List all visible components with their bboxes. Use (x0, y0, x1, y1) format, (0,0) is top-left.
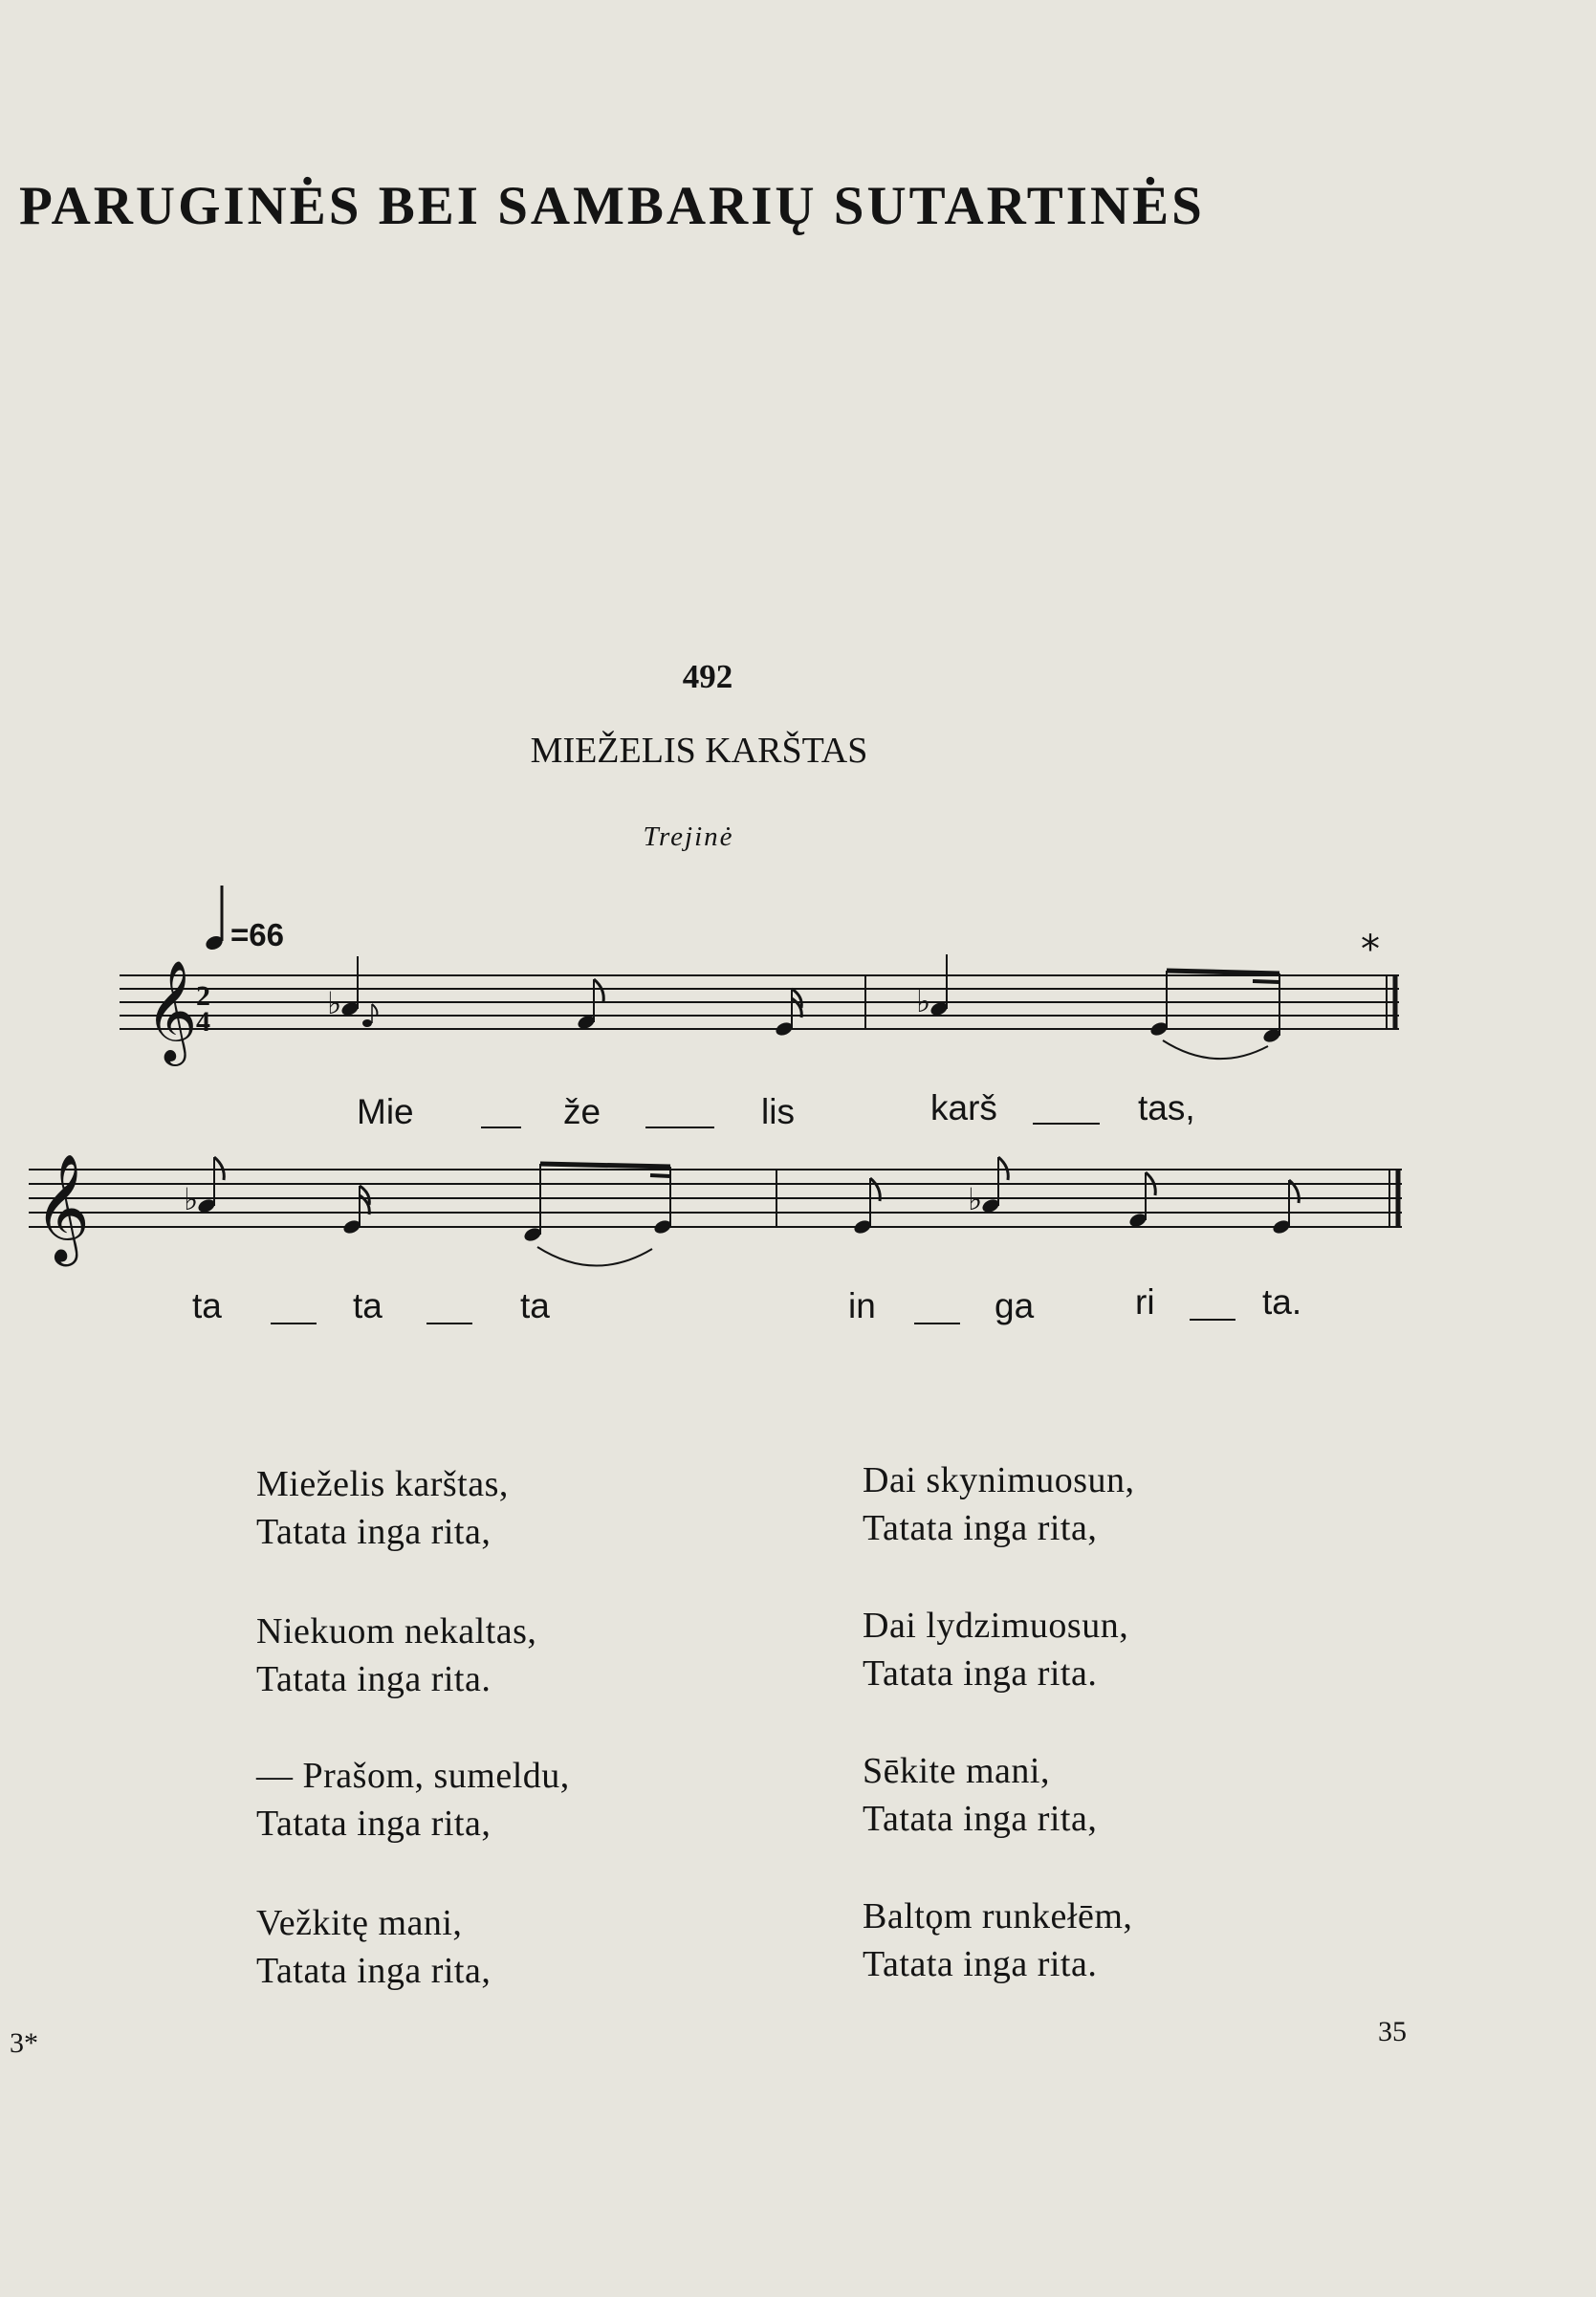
lyric-syllable: tas, (1138, 1088, 1195, 1127)
svg-text:𝄞: 𝄞 (145, 959, 198, 1061)
lyric-dash (271, 1323, 317, 1324)
music-staff-1 (0, 947, 1596, 1090)
end-asterisk: * (1361, 928, 1380, 972)
lyric-syllable: ta (520, 1286, 550, 1325)
lyric-syllable: ta (192, 1286, 222, 1325)
verse-line: Vežkitę mani, (256, 1903, 463, 1943)
song-number: 492 (682, 658, 733, 695)
verse-line: Niekuom nekaltas, (256, 1611, 537, 1652)
lyric-syllable: Mie (357, 1092, 414, 1131)
lyric-syllable: ga (995, 1286, 1035, 1325)
lyric-syllable: že (563, 1092, 601, 1131)
verse-line: Dai skynimuosun, (863, 1460, 1135, 1500)
tempo-value: =66 (230, 917, 284, 952)
lyric-syllable: ta. (1262, 1282, 1302, 1322)
svg-text:4: 4 (196, 1006, 210, 1038)
lyric-syllable: in (848, 1286, 876, 1325)
verse-line: Tatata inga rita. (863, 1653, 1098, 1694)
music-staff-2 (0, 1138, 1596, 1281)
verse-line: Tatata inga rita, (256, 1512, 492, 1552)
verse-line: Mieželis karštas, (256, 1464, 509, 1504)
page-number: 35 (1378, 2016, 1407, 2047)
verse-line: Baltǫm runkełēm, (863, 1896, 1133, 1936)
verse-line: Tatata inga rita, (256, 1804, 492, 1844)
lyric-syllable: karš (930, 1088, 997, 1127)
lyric-syllable: ri (1135, 1282, 1155, 1322)
lyric-dash (481, 1127, 521, 1128)
lyric-dash (426, 1323, 472, 1324)
section-title: PARUGINĖS BEI SAMBARIŲ SUTARTINĖS (19, 176, 1205, 236)
verse-line: Tatata inga rita. (863, 1944, 1098, 1984)
verse-line: Tatata inga rita, (256, 1951, 492, 1991)
lyric-dash (645, 1127, 714, 1128)
lyric-syllable: ta (353, 1286, 383, 1325)
lyric-syllable: lis (761, 1092, 795, 1131)
verse-line: Dai lydzimuosun, (863, 1606, 1129, 1646)
lyric-dash (1190, 1319, 1235, 1321)
lyric-dash (914, 1323, 960, 1324)
verse-line: — Prašom, sumeldu, (256, 1756, 570, 1796)
song-type: Trejinė (643, 821, 734, 852)
svg-text:♭: ♭ (184, 1181, 199, 1217)
verse-line: Tatata inga rita. (256, 1659, 492, 1699)
signature-mark: 3* (10, 2027, 38, 2059)
lyric-dash (1033, 1123, 1100, 1125)
svg-text:2: 2 (196, 980, 210, 1012)
verse-line: Sēkite mani, (863, 1751, 1050, 1791)
svg-text:♭: ♭ (327, 985, 342, 1021)
svg-text:♭: ♭ (968, 1181, 983, 1217)
svg-text:♭: ♭ (916, 983, 931, 1019)
verse-line: Tatata inga rita, (863, 1508, 1098, 1548)
verse-line: Tatata inga rita, (863, 1799, 1098, 1839)
svg-text:𝄞: 𝄞 (34, 1153, 90, 1262)
song-title: MIEŽELIS KARŠTAS (530, 731, 868, 771)
